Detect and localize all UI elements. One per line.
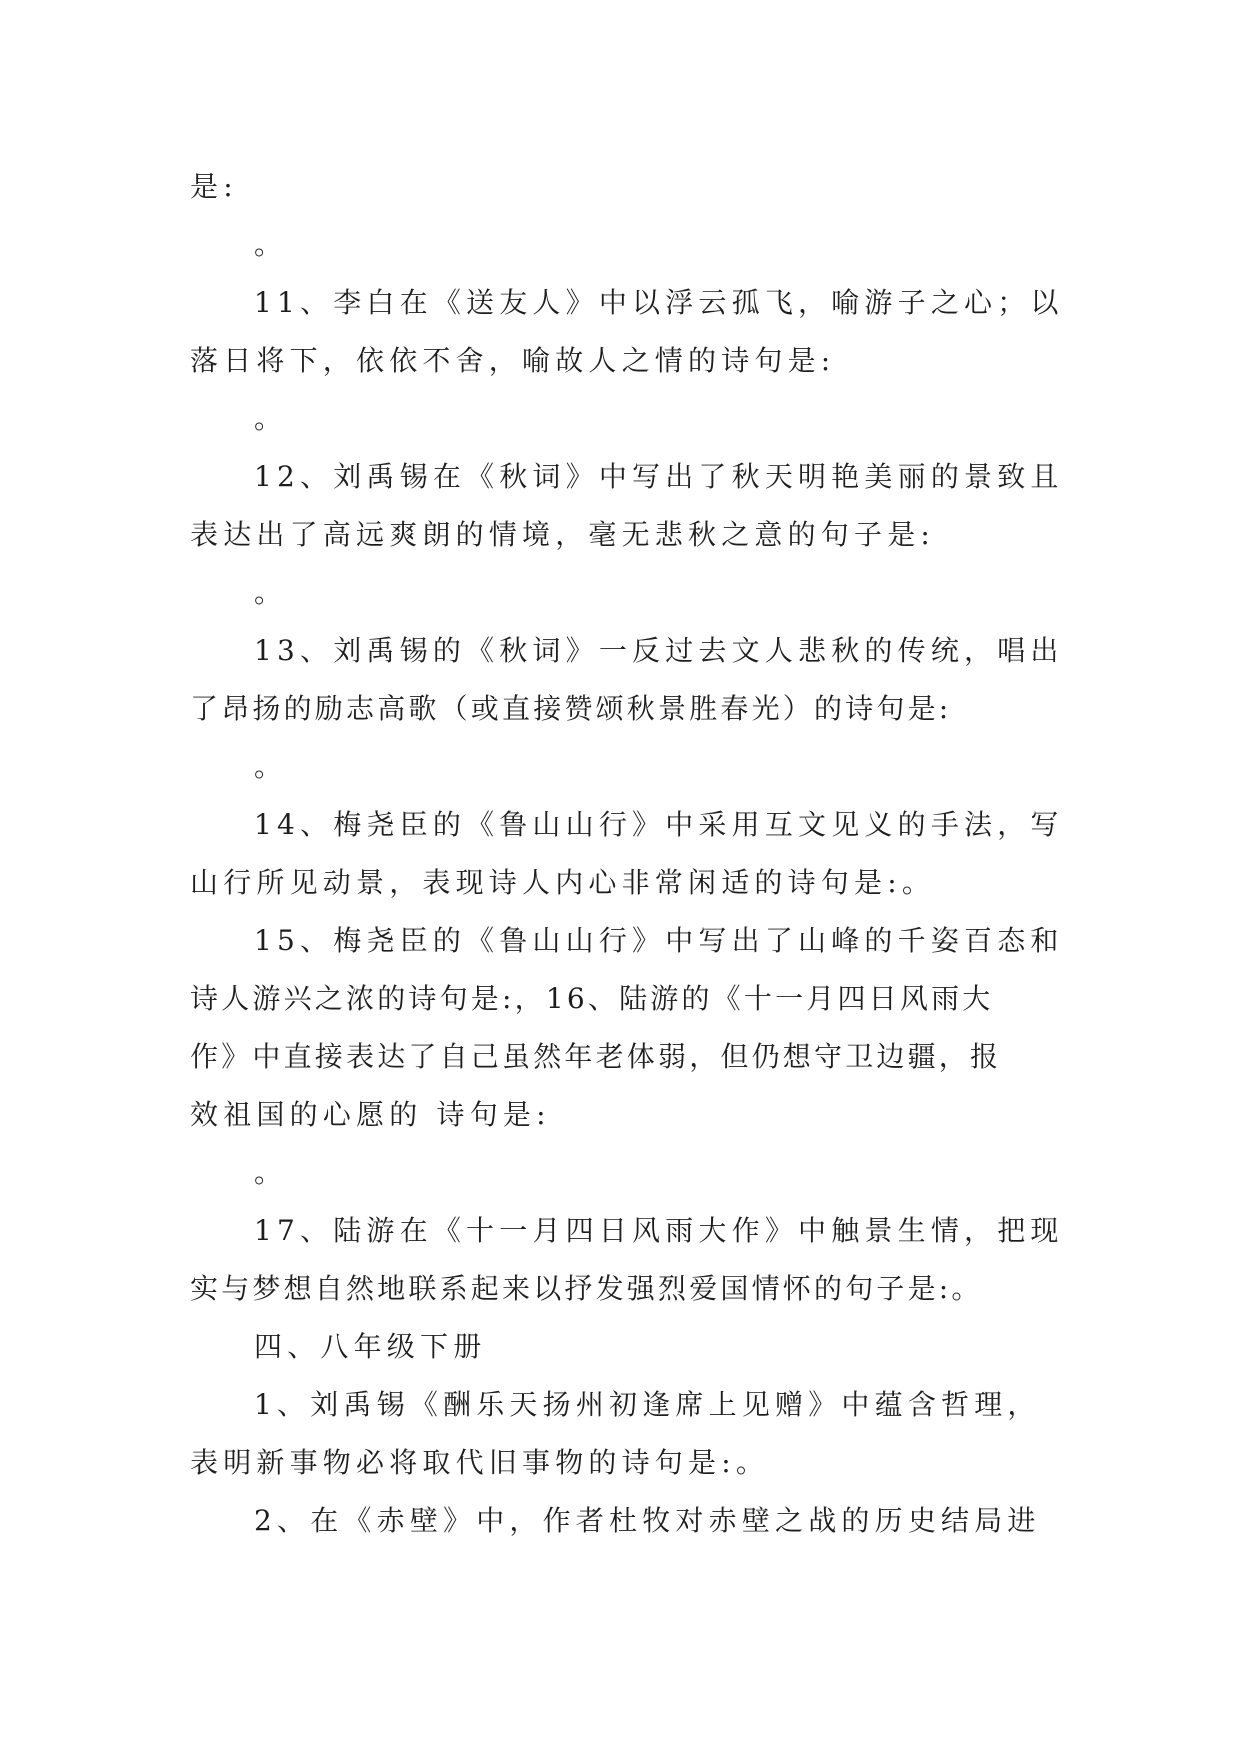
text-line: 14、梅尧臣的《鲁山山行》中采用互文见义的手法，写 <box>254 808 1064 841</box>
text-line: 。 <box>254 402 288 435</box>
text-line: 是: <box>190 170 238 203</box>
text-line: 山行所见动景，表现诗人内心非常闲适的诗句是:。 <box>190 866 936 899</box>
document-body <box>190 158 1064 1550</box>
text-line: 。 <box>254 750 288 783</box>
text-line: 1、刘禹锡《酬乐天扬州初逢席上见赠》中蕴含哲理， <box>254 1388 1041 1421</box>
text-line: 。 <box>254 576 288 609</box>
text-line: 2、在《赤壁》中，作者杜牧对赤壁之战的历史结局进 <box>254 1504 1041 1537</box>
text-line: 12、刘禹锡在《秋词》中写出了秋天明艳美丽的景致且 <box>254 460 1064 493</box>
text-line: 。 <box>254 1156 288 1189</box>
section-heading: 四、八年级下册 <box>254 1330 487 1363</box>
text-line: 表达出了高远爽朗的情境，毫无悲秋之意的句子是: <box>190 518 936 551</box>
text-line: 实与梦想自然地联系起来以抒发强烈爱国情怀的句子是:。 <box>190 1272 983 1305</box>
text-line: 13、刘禹锡的《秋词》一反过去文人悲秋的传统，唱出 <box>254 634 1064 667</box>
text-line: 诗人游兴之浓的诗句是:，16、陆游的《十一月四日风雨大 <box>190 982 994 1015</box>
text-line: 效祖国的心愿的 诗句是: <box>190 1098 551 1131</box>
text-line: 了昂扬的励志高歌（或直接赞颂秋景胜春光）的诗句是: <box>190 692 952 725</box>
text-line: 作》中直接表达了自己虽然年老体弱，但仍想守卫边疆，报 <box>190 1040 1002 1073</box>
text-line: 表明新事物必将取代旧事物的诗句是:。 <box>190 1446 770 1479</box>
text-line: 落日将下，依依不舍，喻故人之情的诗句是: <box>190 344 836 377</box>
text-line: 11、李白在《送友人》中以浮云孤飞，喻游子之心；以 <box>254 286 1064 319</box>
text-line: 15、梅尧臣的《鲁山山行》中写出了山峰的千姿百态和 <box>254 924 1064 957</box>
text-line: 。 <box>254 228 288 261</box>
text-line: 17、陆游在《十一月四日风雨大作》中触景生情，把现 <box>254 1214 1064 1247</box>
